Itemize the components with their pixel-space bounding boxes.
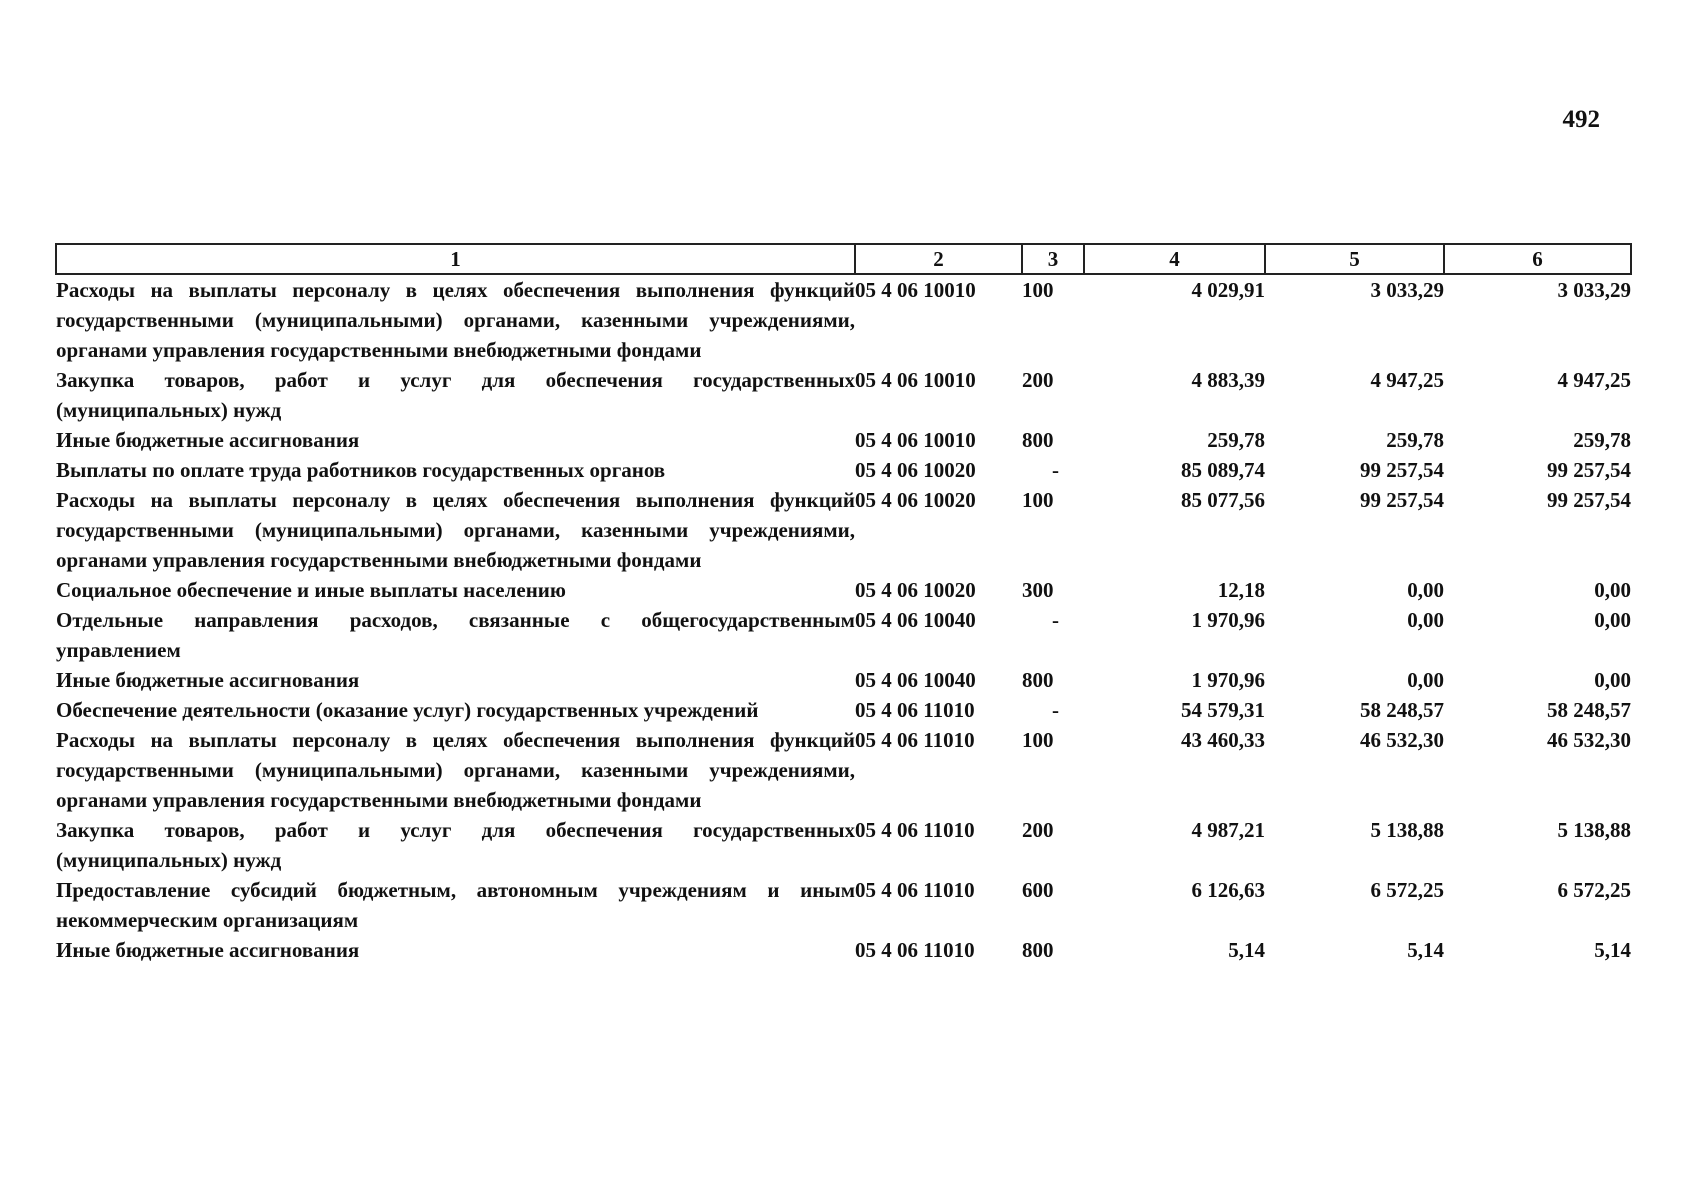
target-code-cell: 05 4 06 10020 bbox=[855, 458, 976, 482]
amount-col4-cell: 54 579,31 bbox=[1181, 698, 1265, 722]
table-row bbox=[56, 365, 1631, 425]
column-header-5: 5 bbox=[1265, 244, 1444, 274]
target-code-cell: 05 4 06 10010 bbox=[855, 428, 976, 452]
expense-type-cell: 300 bbox=[1022, 578, 1054, 602]
target-code-cell: 05 4 06 10020 bbox=[855, 578, 976, 602]
amount-col6-cell: 259,78 bbox=[1573, 428, 1631, 452]
amount-col6-cell: 5 138,88 bbox=[1557, 818, 1631, 842]
amount-col4-cell: 85 077,56 bbox=[1181, 488, 1265, 512]
amount-col4-cell: 12,18 bbox=[1217, 578, 1265, 602]
amount-col5-cell: 5,14 bbox=[1407, 938, 1444, 962]
amount-col6-cell: 46 532,30 bbox=[1547, 728, 1631, 752]
table-row bbox=[56, 455, 1631, 485]
table-body bbox=[56, 274, 1631, 965]
amount-col4-cell: 85 089,74 bbox=[1181, 458, 1265, 482]
target-code-cell: 05 4 06 11010 bbox=[855, 878, 975, 902]
table-row bbox=[56, 665, 1631, 695]
column-header-6: 6 bbox=[1444, 244, 1631, 274]
amount-col5-cell: 0,00 bbox=[1407, 608, 1444, 632]
amount-col6-cell: 0,00 bbox=[1594, 668, 1631, 692]
amount-col5-cell: 0,00 bbox=[1407, 578, 1444, 602]
expense-type-cell: 200 bbox=[1022, 368, 1054, 392]
table-row bbox=[56, 875, 1631, 935]
expense-type-cell: 800 bbox=[1022, 938, 1054, 962]
table-row bbox=[56, 485, 1631, 575]
amount-col5-cell: 99 257,54 bbox=[1360, 458, 1444, 482]
amount-col6-cell: 0,00 bbox=[1594, 608, 1631, 632]
amount-col6-cell: 4 947,25 bbox=[1557, 368, 1631, 392]
amount-col5-cell: 3 033,29 bbox=[1370, 278, 1444, 302]
table-row bbox=[56, 935, 1631, 965]
amount-col4-cell: 4 029,91 bbox=[1191, 278, 1265, 302]
amount-col4-cell: 1 970,96 bbox=[1191, 668, 1265, 692]
expense-type-cell: - bbox=[1052, 608, 1059, 632]
amount-col6-cell: 5,14 bbox=[1594, 938, 1631, 962]
amount-col6-cell: 6 572,25 bbox=[1557, 878, 1631, 902]
amount-col5-cell: 259,78 bbox=[1386, 428, 1444, 452]
table-row bbox=[56, 725, 1631, 815]
column-header-1: 1 bbox=[56, 244, 855, 274]
amount-col4-cell: 1 970,96 bbox=[1191, 608, 1265, 632]
expense-type-cell: 200 bbox=[1022, 818, 1054, 842]
amount-col6-cell: 99 257,54 bbox=[1547, 488, 1631, 512]
target-code-cell: 05 4 06 10020 bbox=[855, 488, 976, 512]
target-code-cell: 05 4 06 11010 bbox=[855, 728, 975, 752]
amount-col5-cell: 4 947,25 bbox=[1370, 368, 1444, 392]
page-number: 492 bbox=[1562, 106, 1600, 133]
expense-type-cell: 800 bbox=[1022, 668, 1054, 692]
expense-type-cell: - bbox=[1052, 458, 1059, 482]
target-code-cell: 05 4 06 10010 bbox=[855, 278, 976, 302]
expense-type-cell: 100 bbox=[1022, 488, 1054, 512]
target-code-cell: 05 4 06 11010 bbox=[855, 698, 975, 722]
amount-col6-cell: 58 248,57 bbox=[1547, 698, 1631, 722]
expense-name-cell: Расходы на выплаты персоналу в целях обеспечения выполнения функций государственными (муниципальными) органами, казенными учреждениями, органами управления государственными внебюджетными фондами bbox=[56, 488, 855, 572]
expense-name-cell: Закупка товаров, работ и услуг для обеспечения государственных (муниципальных) нужд bbox=[56, 818, 855, 872]
target-code-cell: 05 4 06 10040 bbox=[855, 668, 976, 692]
expense-type-cell: 100 bbox=[1022, 728, 1054, 752]
column-header-2: 2 bbox=[855, 244, 1022, 274]
amount-col5-cell: 99 257,54 bbox=[1360, 488, 1444, 512]
expense-name-cell: Выплаты по оплате труда работников государственных органов bbox=[56, 458, 666, 482]
amount-col5-cell: 58 248,57 bbox=[1360, 698, 1444, 722]
expense-type-cell: 800 bbox=[1022, 428, 1054, 452]
amount-col4-cell: 6 126,63 bbox=[1191, 878, 1265, 902]
table-row bbox=[56, 575, 1631, 605]
column-header-4: 4 bbox=[1084, 244, 1265, 274]
amount-col5-cell: 46 532,30 bbox=[1360, 728, 1444, 752]
target-code-cell: 05 4 06 10040 bbox=[855, 608, 976, 632]
expense-name-cell: Социальное обеспечение и иные выплаты населению bbox=[56, 578, 566, 602]
expense-type-cell: 600 bbox=[1022, 878, 1054, 902]
amount-col6-cell: 3 033,29 bbox=[1557, 278, 1631, 302]
amount-col4-cell: 259,78 bbox=[1207, 428, 1265, 452]
amount-col6-cell: 0,00 bbox=[1594, 578, 1631, 602]
expense-name-cell: Иные бюджетные ассигнования bbox=[56, 428, 360, 452]
expense-type-cell: 100 bbox=[1022, 278, 1054, 302]
target-code-cell: 05 4 06 10010 bbox=[855, 368, 976, 392]
expense-name-cell: Закупка товаров, работ и услуг для обеспечения государственных (муниципальных) нужд bbox=[56, 368, 855, 422]
amount-col4-cell: 43 460,33 bbox=[1181, 728, 1265, 752]
expense-name-cell: Отдельные направления расходов, связанные с общегосударственным управлением bbox=[56, 608, 855, 662]
table-row bbox=[56, 815, 1631, 875]
expense-name-cell: Обеспечение деятельности (оказание услуг) государственных учреждений bbox=[56, 698, 759, 722]
amount-col4-cell: 4 987,21 bbox=[1191, 818, 1265, 842]
amount-col4-cell: 4 883,39 bbox=[1191, 368, 1265, 392]
amount-col5-cell: 0,00 bbox=[1407, 668, 1444, 692]
table-row bbox=[56, 425, 1631, 455]
expense-name-cell: Иные бюджетные ассигнования bbox=[56, 668, 360, 692]
target-code-cell: 05 4 06 11010 bbox=[855, 938, 975, 962]
column-header-3: 3 bbox=[1022, 244, 1084, 274]
amount-col4-cell: 5,14 bbox=[1228, 938, 1265, 962]
amount-col5-cell: 5 138,88 bbox=[1370, 818, 1444, 842]
target-code-cell: 05 4 06 11010 bbox=[855, 818, 975, 842]
header-row bbox=[56, 244, 1631, 274]
table-row bbox=[56, 605, 1631, 665]
amount-col5-cell: 6 572,25 bbox=[1370, 878, 1444, 902]
amount-col6-cell: 99 257,54 bbox=[1547, 458, 1631, 482]
expense-name-cell: Расходы на выплаты персоналу в целях обеспечения выполнения функций государственными (муниципальными) органами, казенными учреждениями, органами управления государственными внебюджетными фондами bbox=[56, 278, 855, 362]
expense-type-cell: - bbox=[1052, 698, 1059, 722]
expense-name-cell: Предоставление субсидий бюджетным, автономным учреждениям и иным некоммерческим организациям bbox=[56, 878, 855, 932]
table-row bbox=[56, 274, 1631, 365]
table-row bbox=[56, 695, 1631, 725]
expense-name-cell: Иные бюджетные ассигнования bbox=[56, 938, 360, 962]
expense-name-cell: Расходы на выплаты персоналу в целях обеспечения выполнения функций государственными (муниципальными) органами, казенными учреждениями, органами управления государственными внебюджетными фондами bbox=[56, 728, 855, 812]
table-header bbox=[56, 244, 1631, 274]
budget-table bbox=[55, 243, 1632, 965]
